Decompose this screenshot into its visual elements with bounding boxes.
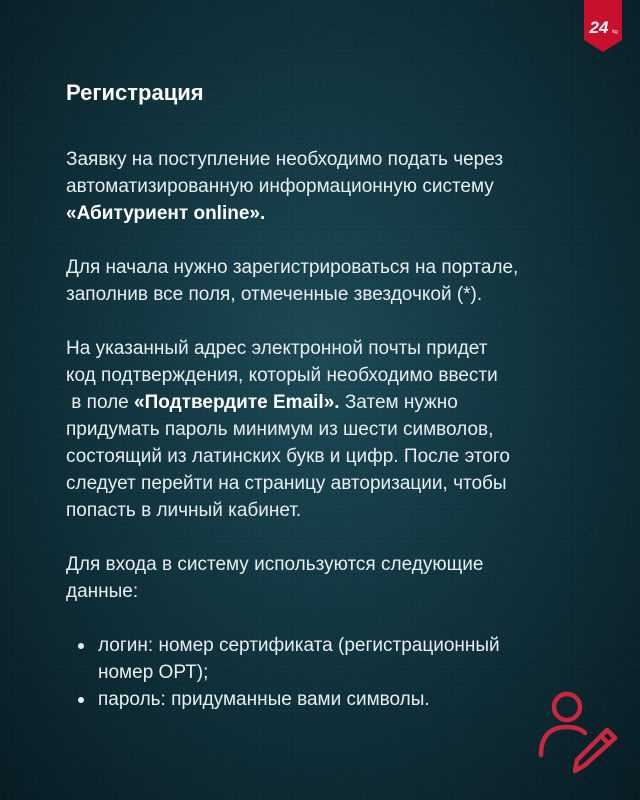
text-line: автоматизированную информационную систему <box>66 176 494 197</box>
paragraph-confirm-email <box>66 335 576 524</box>
list-item-login: логин: номер сертификата (регистрационный номер ОРТ); <box>98 632 576 686</box>
brand-logo-text: 24 <box>589 18 609 37</box>
credentials-list <box>66 632 576 713</box>
list-item-password: пароль: придуманные вами символы. <box>98 686 576 713</box>
text-line: данные: <box>66 581 139 602</box>
text-line: Для начала нужно зарегистрироваться на портале, <box>66 257 519 278</box>
text-fragment: Затем нужно <box>339 392 458 413</box>
brand-logo-icon <box>584 0 622 52</box>
text-line: придумать пароль минимум из шести символов, <box>66 419 494 440</box>
text-line: состоящий из латинских букв и цифр. После этого <box>66 446 510 467</box>
paragraph-login-data <box>66 551 576 605</box>
user-edit-icon <box>535 685 635 785</box>
text-line: попасть в личный кабинет. <box>66 500 302 521</box>
text-line: Заявку на поступление необходимо подать через <box>66 149 504 170</box>
paragraph-register <box>66 254 576 308</box>
text-line: следует перейти на страницу авторизации, чтобы <box>66 473 507 494</box>
text-line: код подтверждения, который необходимо ввести <box>66 365 498 386</box>
text-line: заполнив все поля, отмеченные звездочкой (*). <box>66 284 483 305</box>
svg-text:kg: kg <box>612 29 618 35</box>
system-name: «Абитуриент online». <box>66 203 266 224</box>
text-line: На указанный адрес электронной почты придет <box>66 338 488 359</box>
content <box>66 78 576 713</box>
paragraph-application <box>66 146 576 227</box>
text-fragment: в поле <box>66 392 135 413</box>
text-line: Для входа в систему используются следующие <box>66 554 484 575</box>
page-title: Регистрация <box>66 80 204 105</box>
field-name: «Подтвердите Email». <box>134 392 340 413</box>
